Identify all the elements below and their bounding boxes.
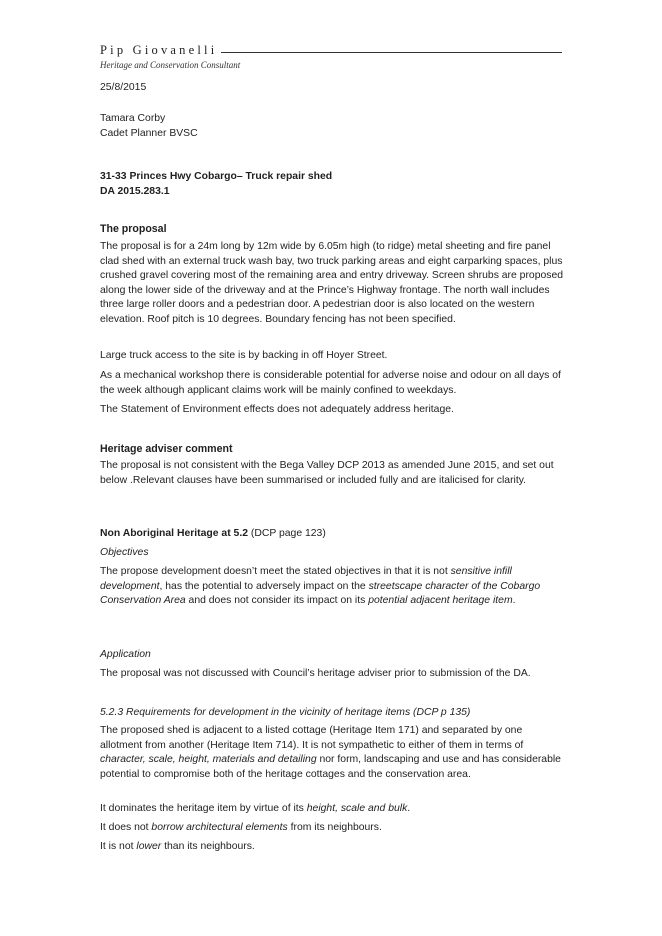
recipient-block xyxy=(100,112,566,141)
requirements-p2-text-1: It dominates the heritage item by virtue of its xyxy=(100,803,307,814)
proposal-para-3: As a mechanical workshop there is considerable potential for adverse noise and odour on all days of the week although applicant claims work will be mainly confined to weekdays. xyxy=(100,370,561,396)
requirements-p4-text-2: than its neighbours. xyxy=(161,841,255,852)
requirements-p2-italic: height, scale and bulk xyxy=(306,803,408,814)
requirements-para-1 xyxy=(100,724,566,782)
non-aboriginal-heading-main: Non Aboriginal Heritage at 5.2 xyxy=(100,528,248,539)
proposal-para-4: The Statement of Environment effects does not adequately address heritage. xyxy=(100,404,454,415)
objectives-text-2: , has the potential to adversely impact on the xyxy=(159,580,369,592)
objectives-italic-3: potential adjacent heritage item xyxy=(368,595,513,607)
requirements-p3-text-2: from its neighbours. xyxy=(287,822,382,833)
subject-line-2: DA 2015.283.1 xyxy=(100,185,170,197)
application-para: The proposal was not discussed with Council’s heritage adviser prior to submission of the DA. xyxy=(100,668,531,679)
objectives-text-1: The propose development doesn’t meet the stated objectives in that it is not xyxy=(100,566,451,577)
non-aboriginal-heading xyxy=(100,527,566,542)
recipient-title: Cadet Planner BVSC xyxy=(100,127,198,139)
proposal-heading: The proposal xyxy=(100,223,167,235)
objectives-text-3: and does not consider its impact on its xyxy=(185,595,369,607)
requirements-italic-1: character, scale, height, materials and detailing xyxy=(100,754,317,766)
requirements-para-3 xyxy=(100,821,566,836)
requirements-p2-text-2: . xyxy=(407,803,411,814)
proposal-para-1: The proposal is for a 24m long by 12m wide by 6.05m high (to ridge) metal sheeting and fire panel clad shed with an external truck wash bay, two truck parking areas and eight carparking spaces, plus crushed gravel covering most of the remaining area and entry driveway. Screen shrubs are proposed along the lower side of the driveway and at the Prince’s Highway frontage. The north wall includes three large roller doors and a pedestrian door. A pedestrian door is also located on the western elevation. Roof pitch is 10 degrees. Boundary fencing has not been specified. xyxy=(100,241,564,325)
letterhead xyxy=(100,41,562,71)
requirements-text-2: nor form, landscaping and use and has considerable potential to compromise both of the heritage cottages and the conservation area. xyxy=(100,754,561,780)
application-label: Application xyxy=(100,649,151,660)
proposal-para-2: Large truck access to the site is by backing in off Hoyer Street. xyxy=(100,350,388,361)
adviser-para-1: The proposal is not consistent with the Bega Valley DCP 2013 as amended June 2015, and set out below .Relevant clauses have been summarised or included fully and are italicised for clarity. xyxy=(100,460,554,486)
requirements-p3-italic: borrow architectural elements xyxy=(151,822,288,833)
objectives-italic-1: sensitive infill development xyxy=(100,566,512,592)
objectives-para xyxy=(100,565,566,609)
requirements-p4-italic: lower xyxy=(136,841,162,852)
adviser-heading: Heritage adviser comment xyxy=(100,443,233,455)
subject-block xyxy=(100,170,566,199)
requirements-para-4 xyxy=(100,840,566,855)
letter-date: 25/8/2015 xyxy=(100,82,147,93)
requirements-p3-text-1: It does not xyxy=(100,822,152,833)
letterhead-tagline: Heritage and Conservation Consultant xyxy=(100,60,241,70)
requirements-para-2 xyxy=(100,802,566,817)
objectives-text-4: . xyxy=(512,595,516,607)
requirements-text-1: The proposed shed is adjacent to a listed cottage (Heritage Item 171) and separated by one allotment from another (Heritage Item 714). It is not sympathetic to either of them in terms of xyxy=(100,725,524,751)
requirements-heading: 5.2.3 Requirements for development in the vicinity of heritage items (DCP p 135) xyxy=(100,707,471,718)
requirements-p4-text-1: It is not xyxy=(100,841,137,852)
recipient-name: Tamara Corby xyxy=(100,113,166,124)
letterhead-name: Pip Giovanelli xyxy=(100,44,221,57)
objectives-italic-2: streetscape character of the Cobargo Conservation Area xyxy=(100,580,541,607)
non-aboriginal-heading-ref: (DCP page 123) xyxy=(248,528,326,539)
subject-line-1: 31-33 Princes Hwy Cobargo– Truck repair shed xyxy=(100,171,333,182)
objectives-label: Objectives xyxy=(100,547,149,558)
